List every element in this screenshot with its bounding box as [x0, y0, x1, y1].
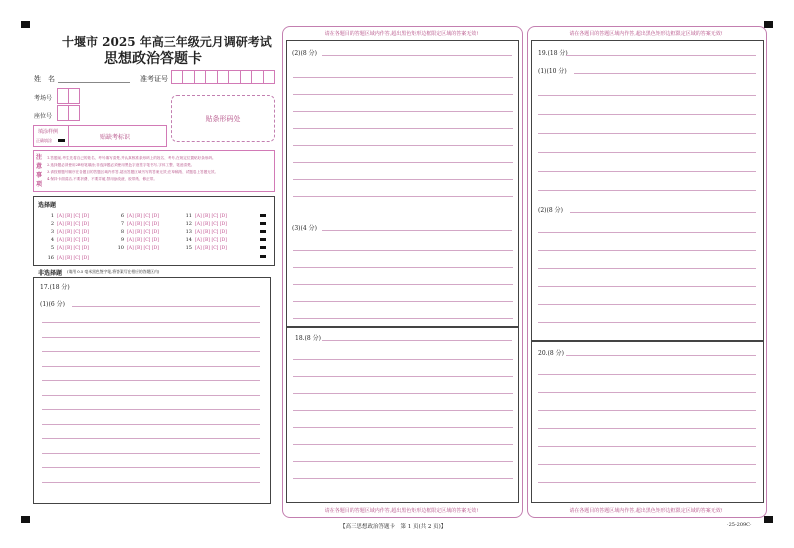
choice-number: 15 — [185, 245, 192, 251]
answer-line[interactable] — [538, 250, 756, 251]
name-label: 姓 名 — [34, 75, 55, 83]
seat-box-2[interactable] — [68, 105, 80, 121]
choice-q3[interactable] — [44, 229, 90, 235]
choice-options[interactable]: [A] [B] [C] [D] — [57, 238, 89, 243]
choice-options[interactable]: [A] [B] [C] [D] — [127, 214, 159, 219]
answer-line[interactable] — [538, 133, 756, 134]
page-footer: 【高三思想政治答题卡 第 1 页(共 2 页)】 — [340, 524, 447, 530]
q20-title: 20.(8 分) — [538, 350, 564, 357]
choice-options[interactable]: [A] [B] [C] [D] — [57, 222, 89, 227]
choice-q16[interactable] — [44, 255, 90, 261]
choice-q12[interactable] — [182, 221, 228, 227]
choice-q10[interactable] — [114, 245, 160, 251]
room-box-2[interactable] — [68, 88, 80, 104]
answer-line[interactable] — [293, 94, 513, 95]
choice-options[interactable]: [A] [B] [C] [D] — [127, 230, 159, 235]
choice-number: 16 — [47, 255, 54, 261]
choice-q2[interactable] — [44, 221, 90, 227]
seat-label: 座位号 — [34, 113, 53, 120]
answer-line[interactable] — [293, 196, 513, 197]
nonchoice-hint: (请用 0.5 毫米黑色签字笔,将答案写在相应的答题区内) — [67, 269, 160, 274]
answer-line[interactable] — [293, 179, 513, 180]
answer-line[interactable] — [538, 482, 756, 483]
choice-number: 7 — [120, 221, 124, 227]
choice-q11[interactable] — [182, 213, 228, 219]
notes-side-4: 项 — [36, 181, 43, 188]
choice-number: 5 — [50, 245, 54, 251]
exam-title: 十堰市 2025 年高三年级元月调研考试 — [62, 35, 272, 49]
answer-line[interactable] — [538, 286, 756, 287]
absence-mark-label[interactable]: 贴缺考标识 — [100, 134, 131, 141]
right-warning-bottom: 请在各题目的答题区域内作答,超出黑色矩形边框限定区域的答案无效! — [569, 508, 723, 514]
choice-options[interactable]: [A] [B] [C] [D] — [127, 238, 159, 243]
notes-side-1: 注 — [36, 154, 43, 161]
name-field[interactable] — [58, 82, 130, 83]
answer-line[interactable] — [42, 453, 260, 454]
nonchoice-title: 非选择题 — [38, 270, 63, 277]
answer-line[interactable] — [538, 464, 756, 465]
answer-line[interactable] — [538, 268, 756, 269]
room-label: 考场号 — [34, 95, 53, 102]
answer-line[interactable] — [293, 284, 513, 285]
corner-mark-tl — [21, 21, 30, 28]
fill-example-label: 填涂样例 — [38, 129, 59, 135]
notes-box — [33, 150, 275, 192]
answer-line[interactable] — [538, 304, 756, 305]
choice-options[interactable]: [A] [B] [C] [D] — [127, 246, 159, 251]
answer-line[interactable] — [322, 55, 512, 56]
choice-q8[interactable] — [114, 229, 160, 235]
answer-line[interactable] — [538, 114, 756, 115]
answer-line[interactable] — [538, 95, 756, 96]
choice-q6[interactable] — [114, 213, 160, 219]
choice-number: 11 — [185, 213, 192, 219]
answer-line[interactable] — [293, 393, 513, 394]
choice-options[interactable]: [A] [B] [C] [D] — [195, 222, 227, 227]
choice-options[interactable]: [A] [B] [C] [D] — [195, 246, 227, 251]
answer-line[interactable] — [293, 478, 513, 479]
choice-number: 4 — [50, 237, 54, 243]
corner-mark-tr — [764, 21, 773, 28]
answer-line[interactable] — [538, 374, 756, 375]
choice-q4[interactable] — [44, 237, 90, 243]
choice-title: 选择题 — [38, 202, 57, 209]
answer-line[interactable] — [293, 410, 513, 411]
correct-fill-label: 正确填涂 — [36, 138, 52, 143]
answer-line[interactable] — [293, 318, 513, 319]
answer-line[interactable] — [42, 482, 260, 483]
answer-line[interactable] — [322, 340, 512, 341]
choice-number: 10 — [117, 245, 124, 251]
answer-line[interactable] — [538, 322, 756, 323]
answer-line[interactable] — [42, 424, 260, 425]
note-line-3: 3.请按照题号顺序在各题目的答题区域内作答,超出答题区域书写的答案无效;在草稿纸、试题卷上答题无效。 — [47, 170, 219, 174]
form-code: ·25-209C· — [727, 522, 752, 528]
choice-q9[interactable] — [114, 237, 160, 243]
choice-q14[interactable] — [182, 237, 228, 243]
choice-number: 14 — [185, 237, 192, 243]
choice-q7[interactable] — [114, 221, 160, 227]
answer-line[interactable] — [538, 171, 756, 172]
answer-line[interactable] — [322, 230, 512, 231]
answer-line[interactable] — [538, 152, 756, 153]
notes-side-2: 意 — [36, 163, 43, 170]
answer-line[interactable] — [293, 427, 513, 428]
q19-title: 19.(18 分) — [538, 50, 568, 57]
answer-line[interactable] — [538, 410, 756, 411]
answer-line[interactable] — [538, 232, 756, 233]
timing-mark — [260, 230, 266, 233]
choice-options[interactable]: [A] [B] [C] [D] — [57, 214, 89, 219]
answer-line[interactable] — [538, 446, 756, 447]
barcode-label: 贴条形码处 — [205, 115, 241, 123]
answer-line[interactable] — [293, 128, 513, 129]
note-line-1: 1.答题前,考生先将自己的姓名、考号填写清楚,并认真核准条形码上的姓名、考号,在规定位置贴好条形码。 — [47, 156, 216, 160]
answer-line[interactable] — [42, 380, 260, 381]
corner-mark-bl — [21, 516, 30, 523]
choice-options[interactable]: [A] [B] [C] [D] — [57, 230, 89, 235]
choice-q13[interactable] — [182, 229, 228, 235]
answer-line[interactable] — [293, 359, 513, 360]
q18-title: 18.(8 分) — [295, 335, 321, 342]
ticket-label: 准考证号 — [140, 75, 168, 83]
choice-q1[interactable] — [44, 213, 90, 219]
answer-line[interactable] — [42, 351, 260, 352]
choice-number: 13 — [185, 229, 192, 235]
answer-line[interactable] — [538, 190, 756, 191]
answer-line[interactable] — [42, 409, 260, 410]
choice-options[interactable]: [A] [B] [C] [D] — [57, 246, 89, 251]
corner-mark-br — [764, 516, 773, 523]
answer-line[interactable] — [293, 376, 513, 377]
answer-line[interactable] — [538, 428, 756, 429]
q18-box[interactable] — [286, 326, 519, 503]
answer-line[interactable] — [42, 395, 260, 396]
choice-number: 3 — [50, 229, 54, 235]
answer-line[interactable] — [566, 355, 756, 356]
answer-line[interactable] — [42, 467, 260, 468]
notes-side-3: 事 — [36, 172, 43, 179]
fill-example — [33, 125, 167, 147]
barcode-area[interactable] — [171, 95, 275, 142]
answer-line[interactable] — [538, 392, 756, 393]
correct-fill-mark — [58, 139, 65, 142]
choice-options[interactable]: [A] [B] [C] [D] — [57, 256, 89, 261]
q17-title: 17.(18 分) — [40, 284, 70, 291]
answer-line[interactable] — [72, 306, 260, 307]
choice-options[interactable]: [A] [B] [C] [D] — [195, 238, 227, 243]
q19-sub1: (1)(10 分) — [538, 68, 567, 75]
choice-grid[interactable] — [44, 213, 270, 263]
choice-options[interactable]: [A] [B] [C] [D] — [195, 230, 227, 235]
answer-line[interactable] — [293, 162, 513, 163]
q20-box[interactable] — [531, 340, 764, 503]
note-line-4: 4.保持卡面清洁,不要折叠、不要弄破,禁用涂改液、胶带纸、修正带。 — [47, 177, 157, 181]
choice-options[interactable]: [A] [B] [C] [D] — [127, 222, 159, 227]
q19-box[interactable] — [531, 40, 764, 342]
q17-sub1: (1)(6 分) — [40, 301, 65, 308]
answer-line[interactable] — [293, 301, 513, 302]
choice-number: 12 — [185, 221, 192, 227]
middle-warning-bottom: 请在各题目的答题区域内作答,超出黑色矩形边框限定区域的答案无效! — [324, 508, 479, 514]
q17-sub3: (3)(4 分) — [292, 225, 317, 232]
timing-mark — [260, 214, 266, 217]
answer-line[interactable] — [293, 250, 513, 251]
choice-q5[interactable] — [44, 245, 90, 251]
answer-line[interactable] — [293, 145, 513, 146]
q17-sub2: (2)(8 分) — [292, 50, 317, 57]
answer-line[interactable] — [570, 212, 756, 213]
timing-mark — [260, 255, 266, 258]
choice-number: 2 — [50, 221, 54, 227]
timing-mark — [260, 246, 266, 249]
choice-q15[interactable] — [182, 245, 228, 251]
choice-number: 9 — [120, 237, 124, 243]
card-title: 思想政治答题卡 — [104, 51, 202, 67]
choice-number: 8 — [120, 229, 124, 235]
answer-line[interactable] — [42, 366, 260, 367]
middle-warning-top: 请在各题目的答题区域内作答,超出黑色矩形边框限定区域的答案无效! — [324, 31, 479, 37]
answer-line[interactable] — [293, 461, 513, 462]
right-warning-top: 请在各题目的答题区域内作答,超出黑色矩形边框限定区域的答案无效! — [569, 31, 723, 37]
answer-line[interactable] — [293, 111, 513, 112]
answer-line[interactable] — [293, 444, 513, 445]
ticket-number-grid[interactable] — [171, 70, 275, 84]
answer-line[interactable] — [42, 337, 260, 338]
choice-number: 1 — [50, 213, 54, 219]
choice-number: 6 — [120, 213, 124, 219]
answer-line[interactable] — [293, 77, 513, 78]
q19-sub2: (2)(8 分) — [538, 207, 563, 214]
answer-line[interactable] — [42, 438, 260, 439]
answer-line[interactable] — [42, 322, 260, 323]
answer-line[interactable] — [566, 55, 756, 56]
answer-line[interactable] — [574, 73, 756, 74]
choice-options[interactable]: [A] [B] [C] [D] — [195, 214, 227, 219]
answer-line[interactable] — [293, 267, 513, 268]
timing-mark — [260, 222, 266, 225]
q17-box[interactable] — [33, 277, 271, 504]
note-line-2: 2.选择题必须使用2B铅笔填涂;非选择题必须使用黑色字迹签字笔书写,字体工整、笔迹清楚。 — [47, 163, 195, 167]
timing-mark — [260, 238, 266, 241]
